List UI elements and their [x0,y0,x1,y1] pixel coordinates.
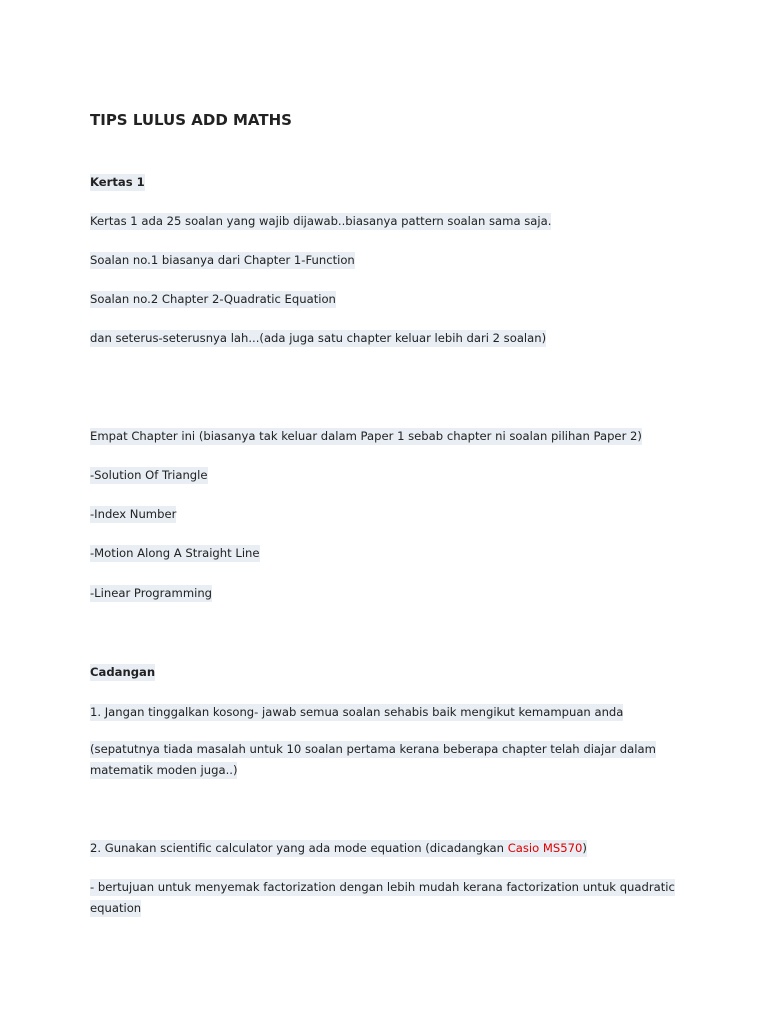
chapter-item: -Index Number [90,507,177,521]
cadangan-tip2-note-line1: - bertujuan untuk menyemak factorization dengan lebih mudah kerana factorization untuk quadratic [90,880,675,894]
chapter-item: -Linear Programming [90,586,213,600]
cadangan-tip1-note-line2: matematik moden juga..) [90,763,238,777]
chapters-intro: Empat Chapter ini (biasanya tak keluar dalam Paper 1 sebab chapter ni soalan pilihan Paper 2) [90,429,642,443]
chapter-item: -Motion Along A Straight Line [90,546,260,560]
cadangan-tip2-note-line2: equation [90,901,142,915]
kertas1-etc: dan seterus-seterusnya lah...(ada juga satu chapter keluar lebih dari 2 soalan) [90,331,547,345]
kertas1-heading: Kertas 1 [90,175,145,189]
tip2-prefix: 2. Gunakan scientific calculator yang ada mode equation (dicadangkan [90,841,508,855]
calculator-model: Casio MS570 [507,841,583,855]
tip2-suffix: ) [582,841,587,855]
cadangan-heading: Cadangan [90,665,156,679]
kertas1-intro: Kertas 1 ada 25 soalan yang wajib dijawab..biasanya pattern soalan sama saja. [90,214,552,228]
kertas1-q2: Soalan no.2 Chapter 2-Quadratic Equation [90,292,336,306]
chapter-item: -Solution Of Triangle [90,468,208,482]
cadangan-tip1-note-line1: (sepatutnya tiada masalah untuk 10 soalan pertama kerana beberapa chapter telah diajar dalam [90,742,656,756]
kertas1-q1: Soalan no.1 biasanya dari Chapter 1-Function [90,253,355,267]
cadangan-tip1: 1. Jangan tinggalkan kosong- jawab semua soalan sehabis baik mengikut kemampuan anda [90,705,624,719]
page-title: TIPS LULUS ADD MATHS [90,111,292,129]
cadangan-tip2 [90,838,587,859]
